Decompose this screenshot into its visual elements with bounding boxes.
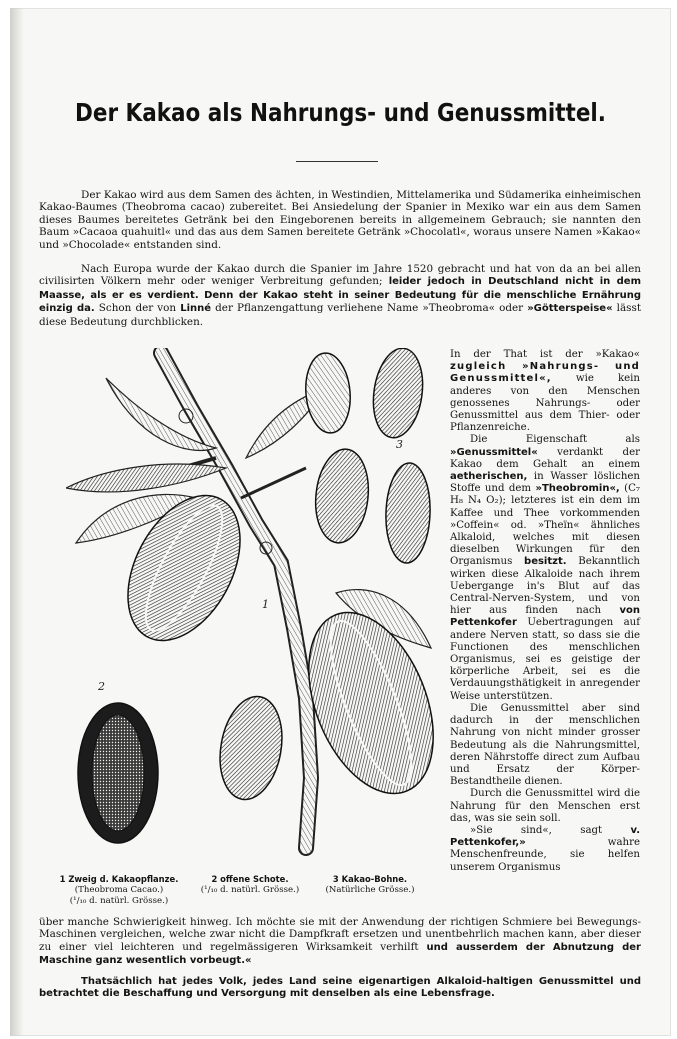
document-page <box>10 8 671 1036</box>
caption-3-line2: (Natürliche Grösse.) <box>325 885 415 895</box>
p2-goetterspeise: »Götterspeise« <box>527 303 613 315</box>
bottom-text-b: und ausserdem der Abnutzung der Maschine ganz wesentlich vorbeugt.« <box>39 941 641 966</box>
caption-1-title: 1 Zweig d. Kakaopflanze. <box>59 874 179 884</box>
r2-text-a: Die Eigenschaft als <box>470 434 640 446</box>
figure-label-1: 1 <box>262 598 269 611</box>
r2-aetherischen: aetherischen, <box>450 471 528 483</box>
figure-label-2: 2 <box>98 680 105 693</box>
r2-besitzt: besitzt. <box>524 556 567 568</box>
right-paragraph-4: Durch die Genussmittel wird die Nahrung für den Menschen erst das, was sie sein soll. <box>450 788 640 824</box>
r5-pettenkofer: v. Pettenkofer,» <box>450 824 640 849</box>
r2-text-g: (C₇ H₈ N₄ O₂); letzteres ist ein dem im Kaffee und Thee vorkommenden »Coffein« od. »Theïn« ähnliches Alkaloid, welches mit diesen dieselben Wirkungen für den Organismus <box>450 483 640 568</box>
closing-paragraph: Thatsächlich hat jedes Volk, jedes Land seine eigenartigen Alkaloid-haltigen Genussmittel und betrachtet die Beschaffung und Versorgung mit denselben als eine Lebensfrage. <box>39 976 641 1000</box>
page-title: Der Kakao als Nahrungs- und Genussmittel. <box>75 98 606 127</box>
caption-1-line2: (Theobroma Cacao.) <box>74 885 164 895</box>
right-paragraph-1 <box>450 349 640 434</box>
page-edge-shadow <box>10 8 24 1036</box>
r1-text-c: wie kein anderes von den Menschen genossenes Nahrungs- oder Genussmittel aus dem Thier- oder Pflanzenreiche. <box>450 373 640 434</box>
right-text-column <box>450 349 640 874</box>
cacao-beans <box>303 348 432 564</box>
r1-bold: zugleich »Nahrungs- und Genussmittel«, <box>450 361 640 385</box>
p2-text-g: lässt diese Bedeutung durchblicken. <box>39 302 641 328</box>
intro-paragraph-2 <box>39 263 641 328</box>
caption-2-line2: (¹/₁₀ d. natürl. Grösse.) <box>200 885 300 895</box>
r2-genussmittel: »Genussmittel« <box>450 446 538 458</box>
r2-pettenkofer: von Pettenkofer <box>450 605 640 629</box>
r5-text-a: »Sie sind«, sagt <box>470 824 603 836</box>
title-divider <box>296 161 378 162</box>
caption-2-title: 2 offene Schote. <box>211 874 289 884</box>
figure-label-3: 3 <box>396 438 403 451</box>
p2-text-c: Schon der von <box>98 302 177 315</box>
right-paragraph-2 <box>450 434 640 702</box>
right-paragraph-5 <box>450 825 640 874</box>
r2-text-i: Bekanntlich wirken diese Alkaloide nach ihrem Uebergange in's Blut auf das Central-Nerven-System, und von hier aus finden nach <box>450 556 640 617</box>
r5-text-c: wahre Menschenfreunde, sie helfen unserem Organismus <box>450 837 640 873</box>
caption-1 <box>44 874 194 907</box>
caption-2 <box>190 874 310 896</box>
r1-text-a: In der That ist der »Kakao« <box>450 349 640 360</box>
p2-text-a: Nach Europa wurde der Kakao durch die Spanier im Jahre 1520 gebracht und hat von da an bei allen civilisirten Völkern mehr oder weniger Verbreitung gefunden; <box>39 263 641 288</box>
cacao-pod-small <box>212 692 289 805</box>
bottom-paragraph <box>39 916 641 967</box>
r2-text-c: verdankt der Kakao dem Gehalt an einem <box>450 446 640 470</box>
cacao-illustration <box>66 348 446 868</box>
r2-theobromin: »Theobromin«, <box>535 483 620 495</box>
r2-text-k: Uebertragungen auf andere Nerven statt, so dass sie die Functionen des menschlichen Organismus, sei es geistige der körperliche Arbeit, sei es die Verdauungsthätigkeit in anregender Weise unterstützen. <box>450 617 640 702</box>
caption-3 <box>310 874 430 896</box>
caption-3-title: 3 Kakao-Bohne. <box>332 874 408 884</box>
bottom-text-a: über manche Schwierigkeit hinweg. Ich möchte sie mit der Anwendung der richtigen Schmiere bei Bewegungs-Maschinen vergleichen, welche zwar nicht die Dampfkraft ersetzen und unentbehrlich machen kann, aber dieser zu einer viel leichteren und regelmässigeren Wirksamkeit verhilft <box>39 916 641 953</box>
open-pod <box>78 703 158 843</box>
p2-bold-statement: leider jedoch in Deutschland nicht in dem Maasse, als er es verdient. Denn der Kakao steht in seiner Bedeutung für die menschliche Ernährung einzig da. <box>39 276 641 315</box>
intro-paragraph-1: Der Kakao wird aus dem Samen des ächten, in Westindien, Mittelamerika und Südamerika einheimischen Kakao-Baumes (Theobroma cacao) zubereitet. Bei Ansiedelung der Spanier in Mexiko war ein aus dem Samen dieses Baumes bereitetes Getränk bei den Eingeborenen bereits in allgemeinem Gebrauch; sie nannten den Baum »Cacaoa quahuitl« und das aus dem Samen bereitete Getränk »Chocolatl«, woraus unsere Namen »Kakao« und »Chocolade« entstanden sind. <box>39 189 641 251</box>
p2-linne: Linné <box>180 303 212 315</box>
right-paragraph-3: Die Genussmittel aber sind dadurch in der menschlichen Nahrung von nicht minder grosser Bedeutung als die Nahrungsmittel, deren Nährstoffe direct zum Aufbau und Ersatz der Körper-Bestandtheile dienen. <box>450 702 640 788</box>
caption-1-line3: (¹/₁₀ d. natürl. Grösse.) <box>69 896 169 906</box>
r2-text-e: in Wasser löslichen Stoffe und dem <box>450 471 640 495</box>
p2-text-e: der Pflanzengattung verliehene Name »Theobroma« oder <box>215 302 524 315</box>
